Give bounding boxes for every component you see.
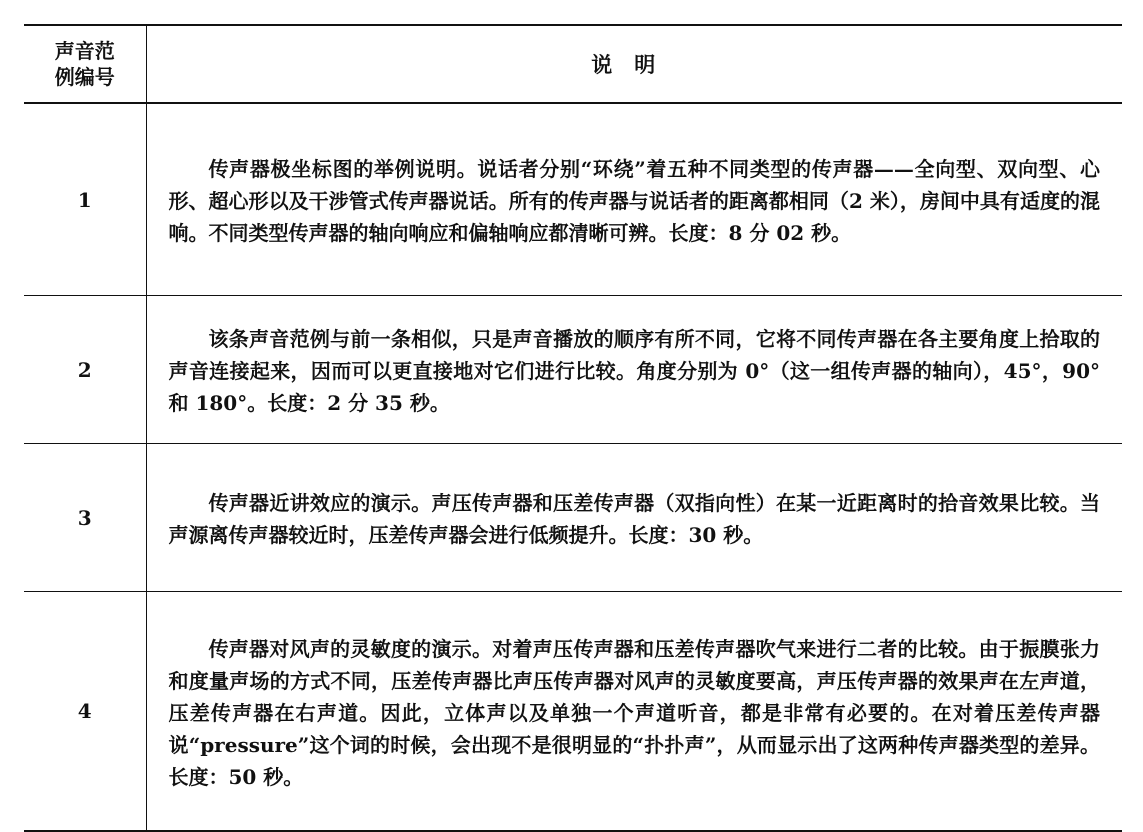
table-row: [24, 592, 1122, 832]
sound-examples-table: [24, 24, 1122, 832]
row-description-text: 传声器对风声的灵敏度的演示。对着声压传声器和压差传声器吹气来进行二者的比较。由于振膜张力和度量声场的方式不同，压差传声器比声压传声器对风声的灵敏度要高，声压传声器的效果声在左声道，压差传声器在右声道。因此，立体声以及单独一个声道听音，都是非常有必要的。在对着压差传声器说“pressure”这个词的时候，会出现不是很明显的“扑扑声”，从而显示出了这两种传声器类型的差异。长度：50 秒。: [168, 636, 1100, 789]
row-description-text: 该条声音范例与前一条相似，只是声音播放的顺序有所不同，它将不同传声器在各主要角度上拾取的声音连接起来，因而可以更直接地对它们进行比较。角度分别为 0°（这一组传声器的轴向），45°，90°和 180°。长度：2 分 35 秒。: [168, 327, 1100, 415]
row-description-text: 传声器近讲效应的演示。声压传声器和压差传声器（双指向性）在某一近距离时的拾音效果比较。当声源离传声器较近时，压差传声器会进行低频提升。长度：30 秒。: [168, 491, 1100, 547]
row-number-cell: 2: [24, 296, 146, 444]
column-header-number-line-1: 声音范: [54, 39, 115, 63]
row-description-cell: [146, 103, 1122, 296]
header-row: [24, 25, 1122, 103]
row-number-cell: 1: [24, 103, 146, 296]
table-body: [24, 103, 1122, 831]
row-description-cell: [146, 444, 1122, 592]
row-description-cell: [146, 296, 1122, 444]
column-header-description: 说明: [591, 52, 678, 77]
row-number-cell: 4: [24, 592, 146, 832]
table-row: [24, 296, 1122, 444]
column-header-number: [24, 25, 146, 103]
table-header: [24, 25, 1122, 103]
row-description-cell: [146, 592, 1122, 832]
row-number-cell: 3: [24, 444, 146, 592]
table-row: [24, 444, 1122, 592]
table-row: [24, 103, 1122, 296]
row-description-text: 传声器极坐标图的举例说明。说话者分别“环绕”着五种不同类型的传声器——全向型、双向型、心形、超心形以及干涉管式传声器说话。所有的传声器与说话者的距离都相同（2 米），房间中具有适度的混响。不同类型传声器的轴向响应和偏轴响应都清晰可辨。长度：8 分 02 秒。: [168, 157, 1100, 245]
column-header-number-line-2: 例编号: [54, 65, 115, 89]
